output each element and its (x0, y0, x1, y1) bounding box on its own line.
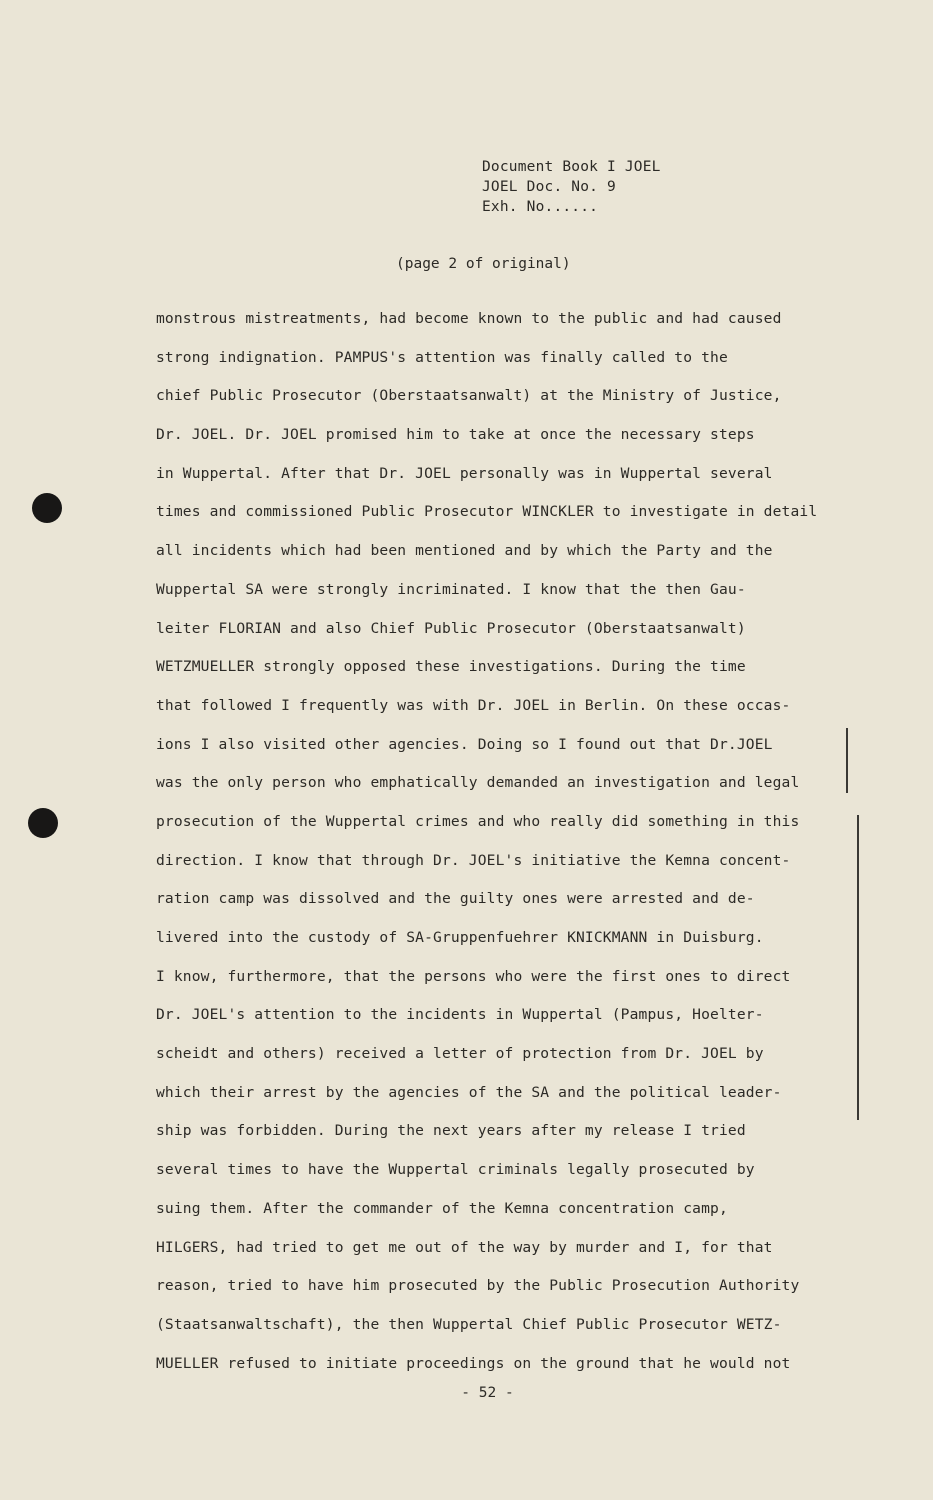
body-line: HILGERS, had tried to get me out of the way by murder and I, for that (156, 1238, 773, 1256)
document-header (482, 157, 661, 217)
body-line: was the only person who emphatically demanded an investigation and legal (156, 774, 800, 792)
body-line: reason, tried to have him prosecuted by the Public Prosecution Authority (156, 1277, 800, 1295)
body-line: scheidt and others) received a letter of protection from Dr. JOEL by (156, 1045, 764, 1063)
body-line: times and commissioned Public Prosecutor WINCKLER to investigate in detail (156, 503, 818, 521)
body-line: leiter FLORIAN and also Chief Public Prosecutor (Oberstaatsanwalt) (156, 619, 746, 637)
body-line: Dr. JOEL. Dr. JOEL promised him to take at once the necessary steps (156, 426, 755, 444)
body-line: ship was forbidden. During the next years after my release I tried (156, 1122, 746, 1140)
body-line: WETZMUELLER strongly opposed these investigations. During the time (156, 658, 746, 676)
body-line: that followed I frequently was with Dr. JOEL in Berlin. On these occas- (156, 696, 791, 714)
body-line: I know, furthermore, that the persons who were the first ones to direct (156, 967, 791, 985)
body-line: livered into the custody of SA-Gruppenfuehrer KNICKMANN in Duisburg. (156, 929, 764, 946)
margin-mark-line (857, 815, 859, 1120)
body-line: ions I also visited other agencies. Doing so I found out that Dr.JOEL (156, 735, 773, 753)
margin-mark-line (846, 728, 848, 793)
body-line: which their arrest by the agencies of the SA and the political leader- (156, 1083, 782, 1101)
page-number: - 52 - (461, 1385, 514, 1401)
body-line: ration camp was dissolved and the guilty ones were arrested and de- (156, 890, 755, 908)
body-line: direction. I know that through Dr. JOEL's initiative the Kemna concent- (156, 851, 791, 869)
body-line: all incidents which had been mentioned and by which the Party and the (156, 542, 773, 560)
body-line: several times to have the Wuppertal criminals legally prosecuted by (156, 1161, 755, 1179)
body-line: monstrous mistreatments, had become known to the public and had caused (156, 310, 782, 327)
body-line: Wuppertal SA were strongly incriminated. I know that the then Gau- (156, 580, 746, 598)
document-book-label: Document Book I JOEL (482, 159, 661, 175)
exhibit-number-label: Exh. No...... (482, 199, 599, 215)
body-line: MUELLER refused to initiate proceedings on the ground that he would not (156, 1354, 791, 1372)
page-footer (0, 1385, 933, 1401)
body-line: strong indignation. PAMPUS's attention was finally called to the (156, 348, 728, 366)
body-line: prosecution of the Wuppertal crimes and who really did something in this (156, 812, 800, 830)
punch-hole (32, 493, 62, 523)
body-line: in Wuppertal. After that Dr. JOEL personally was in Wuppertal several (156, 464, 773, 482)
punch-hole (28, 808, 58, 838)
original-page-note: (page 2 of original) (396, 256, 571, 272)
body-line: suing them. After the commander of the Kemna concentration camp, (156, 1199, 728, 1217)
body-line: Dr. JOEL's attention to the incidents in Wuppertal (Pampus, Hoelter- (156, 1006, 764, 1024)
document-number-label: JOEL Doc. No. 9 (482, 179, 616, 195)
body-line: (Staatsanwaltschaft), the then Wuppertal Chief Public Prosecutor WETZ- (156, 1315, 782, 1333)
body-line: chief Public Prosecutor (Oberstaatsanwalt) at the Ministry of Justice, (156, 387, 782, 405)
document-body (156, 300, 876, 1383)
